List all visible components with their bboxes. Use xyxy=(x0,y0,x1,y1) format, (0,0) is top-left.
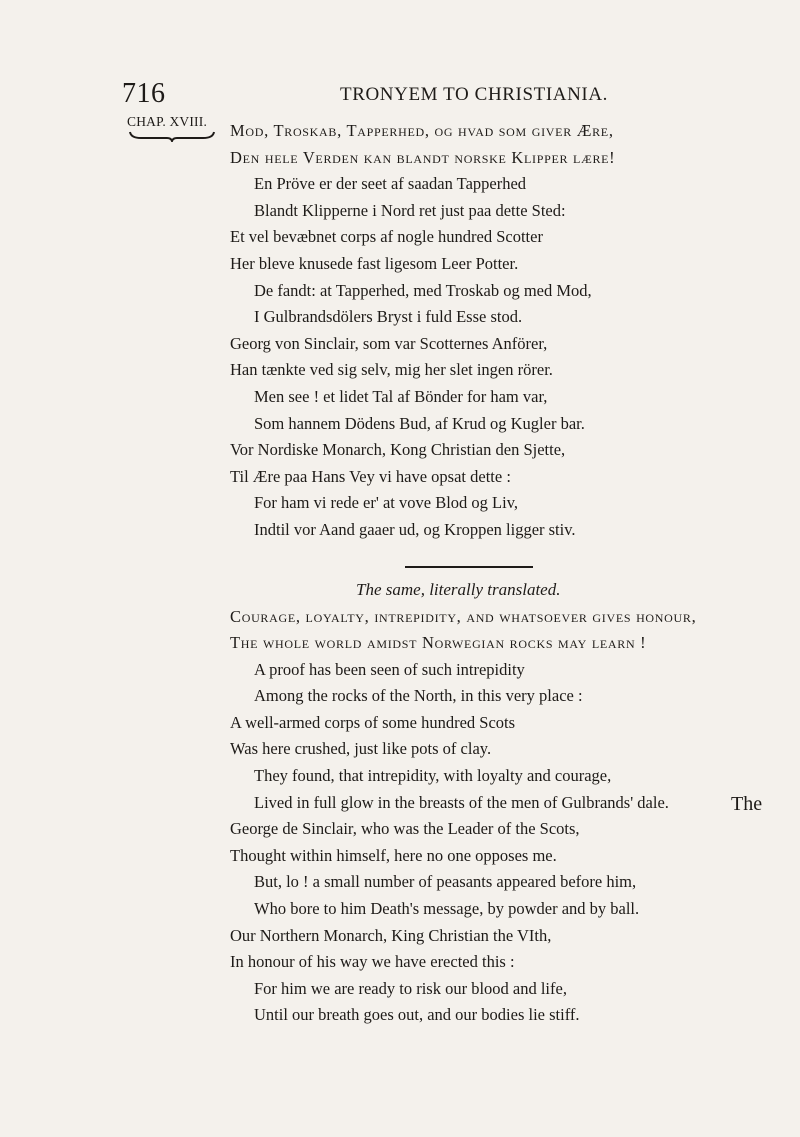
danish-verse-line-13: Vor Nordiske Monarch, Kong Christian den Sjette, xyxy=(230,440,566,460)
danish-verse-line-1: Mod, Troskab, Tapperhed, og hvad som giver Ære, xyxy=(230,121,614,140)
translation-subtitle: The same, literally translated. xyxy=(356,579,561,599)
translation-line-4: Among the rocks of the North, in this very place : xyxy=(254,686,583,706)
translation-line-1: Courage, loyalty, intrepidity, and whatsoever gives honour, xyxy=(230,606,697,626)
translation-line-2: The whole world amidst Norwegian rocks may learn ! xyxy=(230,633,647,653)
danish-verse-line-12: Som hannem Dödens Bud, af Krud og Kugler bar. xyxy=(254,413,585,433)
translation-line-5: A well-armed corps of some hundred Scots xyxy=(230,712,516,732)
translation-line-12: Who bore to him Death's message, by powder and by ball. xyxy=(254,899,640,919)
danish-verse-line-6: Her bleve knusede fast ligesom Leer Potter. xyxy=(230,253,519,273)
translation-line-11: But, lo ! a small number of peasants appeared before him, xyxy=(254,872,637,892)
chapter-brace-ornament xyxy=(129,130,215,142)
danish-verse-line-11: Men see ! et lidet Tal af Bönder for ham var, xyxy=(254,386,548,406)
translation-line-9: George de Sinclair, who was the Leader of the Scots, xyxy=(230,819,580,839)
danish-verse-line-9: Georg von Sinclair, som var Scotternes Anförer, xyxy=(230,333,548,353)
translation-line-10: Thought within himself, here no one opposes me. xyxy=(230,845,557,865)
translation-line-13: Our Northern Monarch, King Christian the VIth, xyxy=(230,925,552,945)
translation-line-16: Until our breath goes out, and our bodies lie stiff. xyxy=(254,1005,580,1025)
danish-verse-line-15: For ham vi rede er' at vove Blod og Liv, xyxy=(254,493,519,513)
danish-verse-line-5: Et vel bevæbnet corps af nogle hundred Scotter xyxy=(230,227,543,247)
translation-line-14: In honour of his way we have erected this : xyxy=(230,952,515,972)
page-number: 716 xyxy=(122,78,166,109)
translation-line-6: Was here crushed, just like pots of clay. xyxy=(230,739,492,759)
translation-line-7: They found, that intrepidity, with loyalty and courage, xyxy=(254,766,612,786)
section-divider-rule xyxy=(405,566,533,568)
danish-verse-line-16: Indtil vor Aand gaaer ud, og Kroppen ligger stiv. xyxy=(254,519,576,539)
running-head: TRONYEM TO CHRISTIANIA. xyxy=(340,84,609,105)
translation-line-8: Lived in full glow in the breasts of the men of Gulbrands' dale. xyxy=(254,792,669,812)
danish-verse-line-2: Den hele Verden kan blandt norske Klipper lære! xyxy=(230,147,616,167)
danish-verse-line-14: Til Ære paa Hans Vey vi have opsat dette : xyxy=(230,466,511,486)
translation-line-15: For him we are ready to risk our blood and life, xyxy=(254,978,567,998)
danish-verse-line-3: En Pröve er der seet af saadan Tapperhed xyxy=(254,174,527,194)
danish-verse-line-8: I Gulbrandsdölers Bryst i fuld Esse stod. xyxy=(254,307,523,327)
translation-line-3: A proof has been seen of such intrepidity xyxy=(254,659,525,679)
danish-verse-line-7: De fandt: at Tapperhed, med Troskab og med Mod, xyxy=(254,280,592,300)
verse-text-block xyxy=(230,118,790,1029)
chapter-marginal-note: CHAP. XVIII. xyxy=(127,114,208,129)
section-gap xyxy=(230,544,790,566)
danish-verse-line-4: Blandt Klipperne i Nord ret just paa dette Sted: xyxy=(254,200,566,220)
catchword: The xyxy=(731,793,763,815)
danish-verse-line-10: Han tænkte ved sig selv, mig her slet ingen rörer. xyxy=(230,360,553,380)
